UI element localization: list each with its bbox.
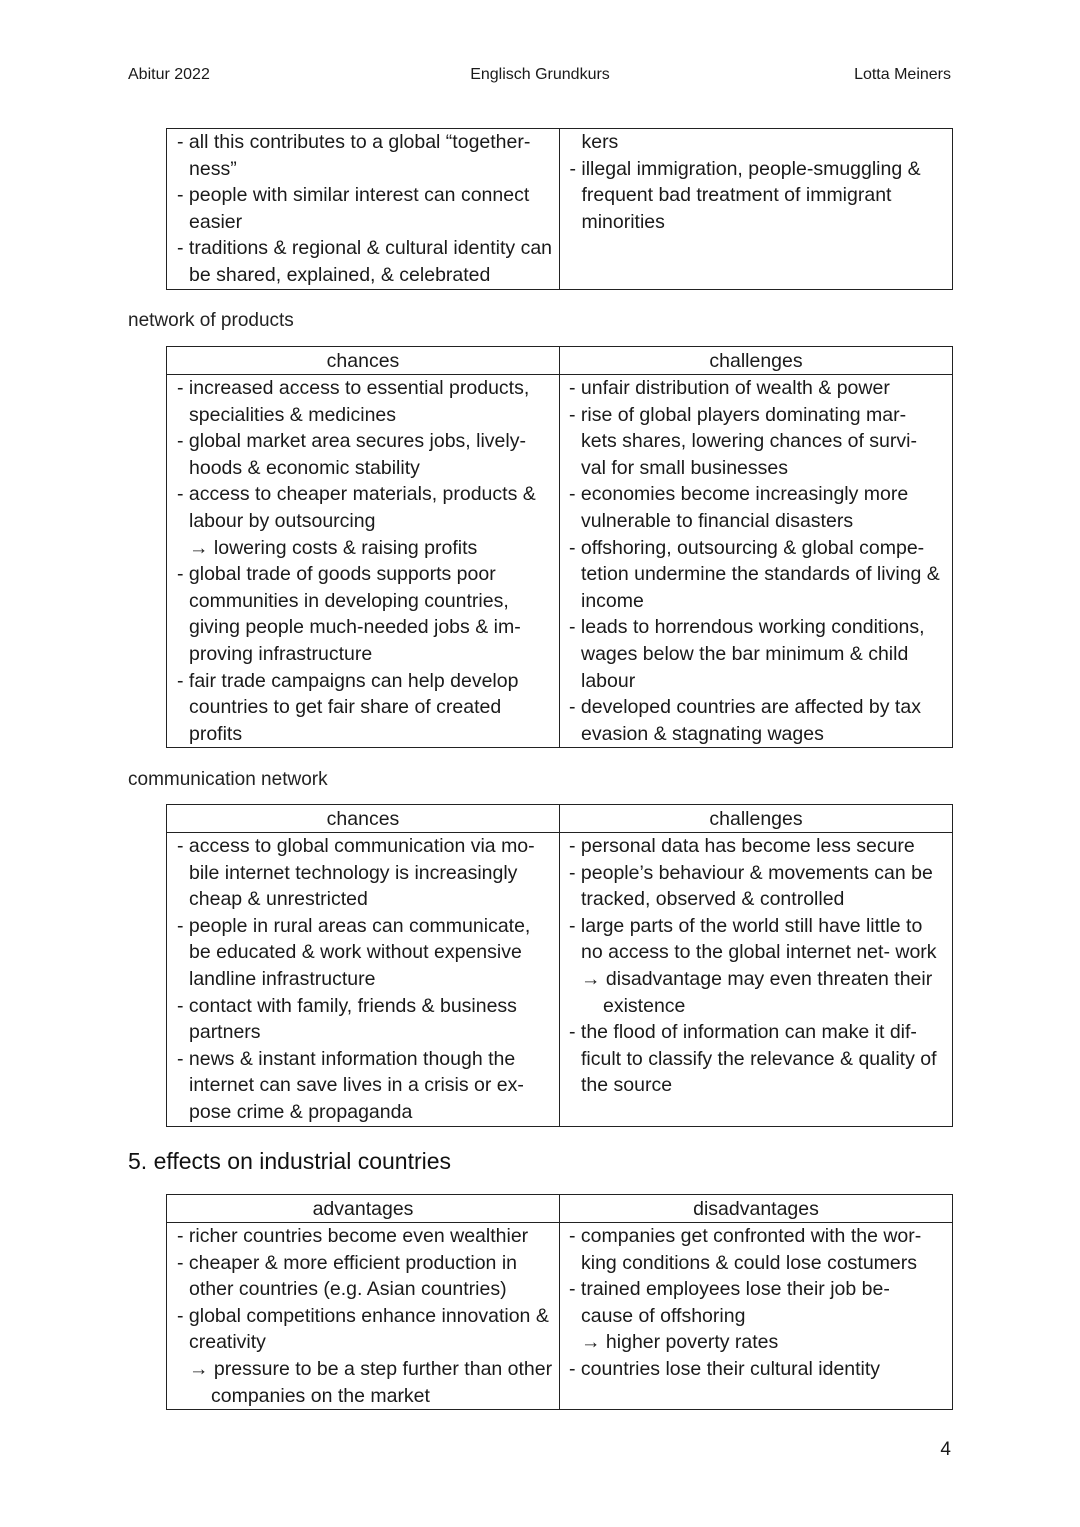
list-item: - global competitions enhance innovation & creativity: [177, 1304, 549, 1354]
header-course-year: Abitur 2022: [128, 66, 210, 83]
header-subject: Englisch Grundkurs: [470, 66, 610, 83]
list-item: - people in rural areas can communicate, be educated & work without expensive landline infrastructure: [177, 914, 531, 990]
list-item: - developed countries are affected by tax evasion & stagnating wages: [569, 696, 921, 745]
challenges-cell: [560, 833, 953, 1127]
sub-point: → disadvantage may even threaten their existence: [581, 967, 933, 1017]
table-row: [167, 1223, 953, 1410]
list-item: - increased access to essential products, specialities & medicines: [177, 377, 530, 426]
list-item: - richer countries become even wealthier: [177, 1225, 529, 1247]
list-item: - illegal immigration, people-smuggling & frequent bad treatment of immigrant minorities: [569, 157, 921, 233]
sub-point: → lowering costs & raising profits: [189, 536, 478, 559]
list-item: - fair trade campaigns can help develop countries to get fair share of created profits: [177, 669, 519, 745]
list-item: - access to global communication via mo- bile internet technology is increasingly cheap & unrestricted: [177, 835, 535, 911]
chances-cell: [167, 375, 560, 748]
section-label-communication: communication network: [128, 769, 328, 790]
list-item: - leads to horrendous working conditions, wages below the bar minimum & child labour: [569, 616, 925, 692]
table-header-row: [167, 347, 953, 375]
table-row: [167, 375, 953, 748]
list-item: - traditions & regional & cultural identity can be shared, explained, & celebrated: [177, 237, 553, 286]
sub-point: → higher poverty rates: [581, 1331, 779, 1354]
table-industrial: [166, 1194, 953, 1410]
list-item: - cheaper & more efficient production in other countries (e.g. Asian countries): [177, 1251, 517, 1301]
list-item: - all this contributes to a global “together- ness”: [177, 131, 531, 180]
column-header-chances: chances: [167, 805, 560, 833]
advantages-cell: [167, 1223, 560, 1410]
table-header-row: [167, 1195, 953, 1223]
column-header-challenges: challenges: [560, 347, 953, 375]
challenges-cell: [560, 375, 953, 748]
list-item: - rise of global players dominating mar- kets shares, lowering chances of survi- val for small businesses: [569, 403, 917, 479]
list-item: - access to cheaper materials, products & labour by outsourcing: [177, 483, 536, 532]
table-continued: [166, 128, 953, 290]
left-cell: [167, 129, 560, 290]
list-item: - people with similar interest can connect easier: [177, 184, 530, 233]
list-item: - personal data has become less secure: [569, 835, 915, 857]
disadvantages-cell: [560, 1223, 953, 1410]
table-row: [167, 833, 953, 1127]
right-cell: [560, 129, 953, 290]
column-header-advantages: advantages: [167, 1195, 560, 1223]
list-item: kers: [581, 131, 619, 153]
table-communication: [166, 804, 953, 1127]
list-item: - economies become increasingly more vulnerable to financial disasters: [569, 483, 909, 532]
column-header-chances: chances: [167, 347, 560, 375]
list-item: - large parts of the world still have little to no access to the global internet net- work: [569, 914, 937, 964]
column-header-challenges: challenges: [560, 805, 953, 833]
list-item: - countries lose their cultural identity: [569, 1357, 881, 1380]
section-heading-industrial: 5. effects on industrial countries: [128, 1148, 452, 1174]
column-header-disadvantages: disadvantages: [560, 1195, 953, 1223]
list-item: - global market area secures jobs, lively- hoods & economic stability: [177, 430, 526, 479]
list-item: - global trade of goods supports poor communities in developing countries, giving people much-needed jobs & im- proving infrastructure: [177, 563, 521, 665]
section-label-products: network of products: [128, 310, 294, 331]
table-row: [167, 129, 953, 290]
list-item: - the flood of information can make it dif- ficult to classify the relevance & quality of the source: [569, 1021, 937, 1097]
list-item: - people’s behaviour & movements can be tracked, observed & controlled: [569, 861, 933, 911]
list-item: - unfair distribution of wealth & power: [569, 377, 890, 399]
list-item: - news & instant information though the internet can save lives in a crisis or ex- pose crime & propaganda: [177, 1047, 524, 1123]
header-author: Lotta Meiners: [854, 66, 951, 83]
table-products: [166, 346, 953, 748]
list-item: - companies get confronted with the wor- king conditions & could lose costumers: [569, 1225, 922, 1274]
sub-point: → pressure to be a step further than other companies on the market: [189, 1357, 553, 1407]
page-number: 4: [940, 1439, 951, 1460]
list-item: - trained employees lose their job be- cause of offshoring: [569, 1278, 890, 1327]
table-header-row: [167, 805, 953, 833]
list-item: - offshoring, outsourcing & global compe- tetion undermine the standards of living & income: [569, 536, 940, 612]
chances-cell: [167, 833, 560, 1127]
list-item: - contact with family, friends & business partners: [177, 994, 517, 1044]
